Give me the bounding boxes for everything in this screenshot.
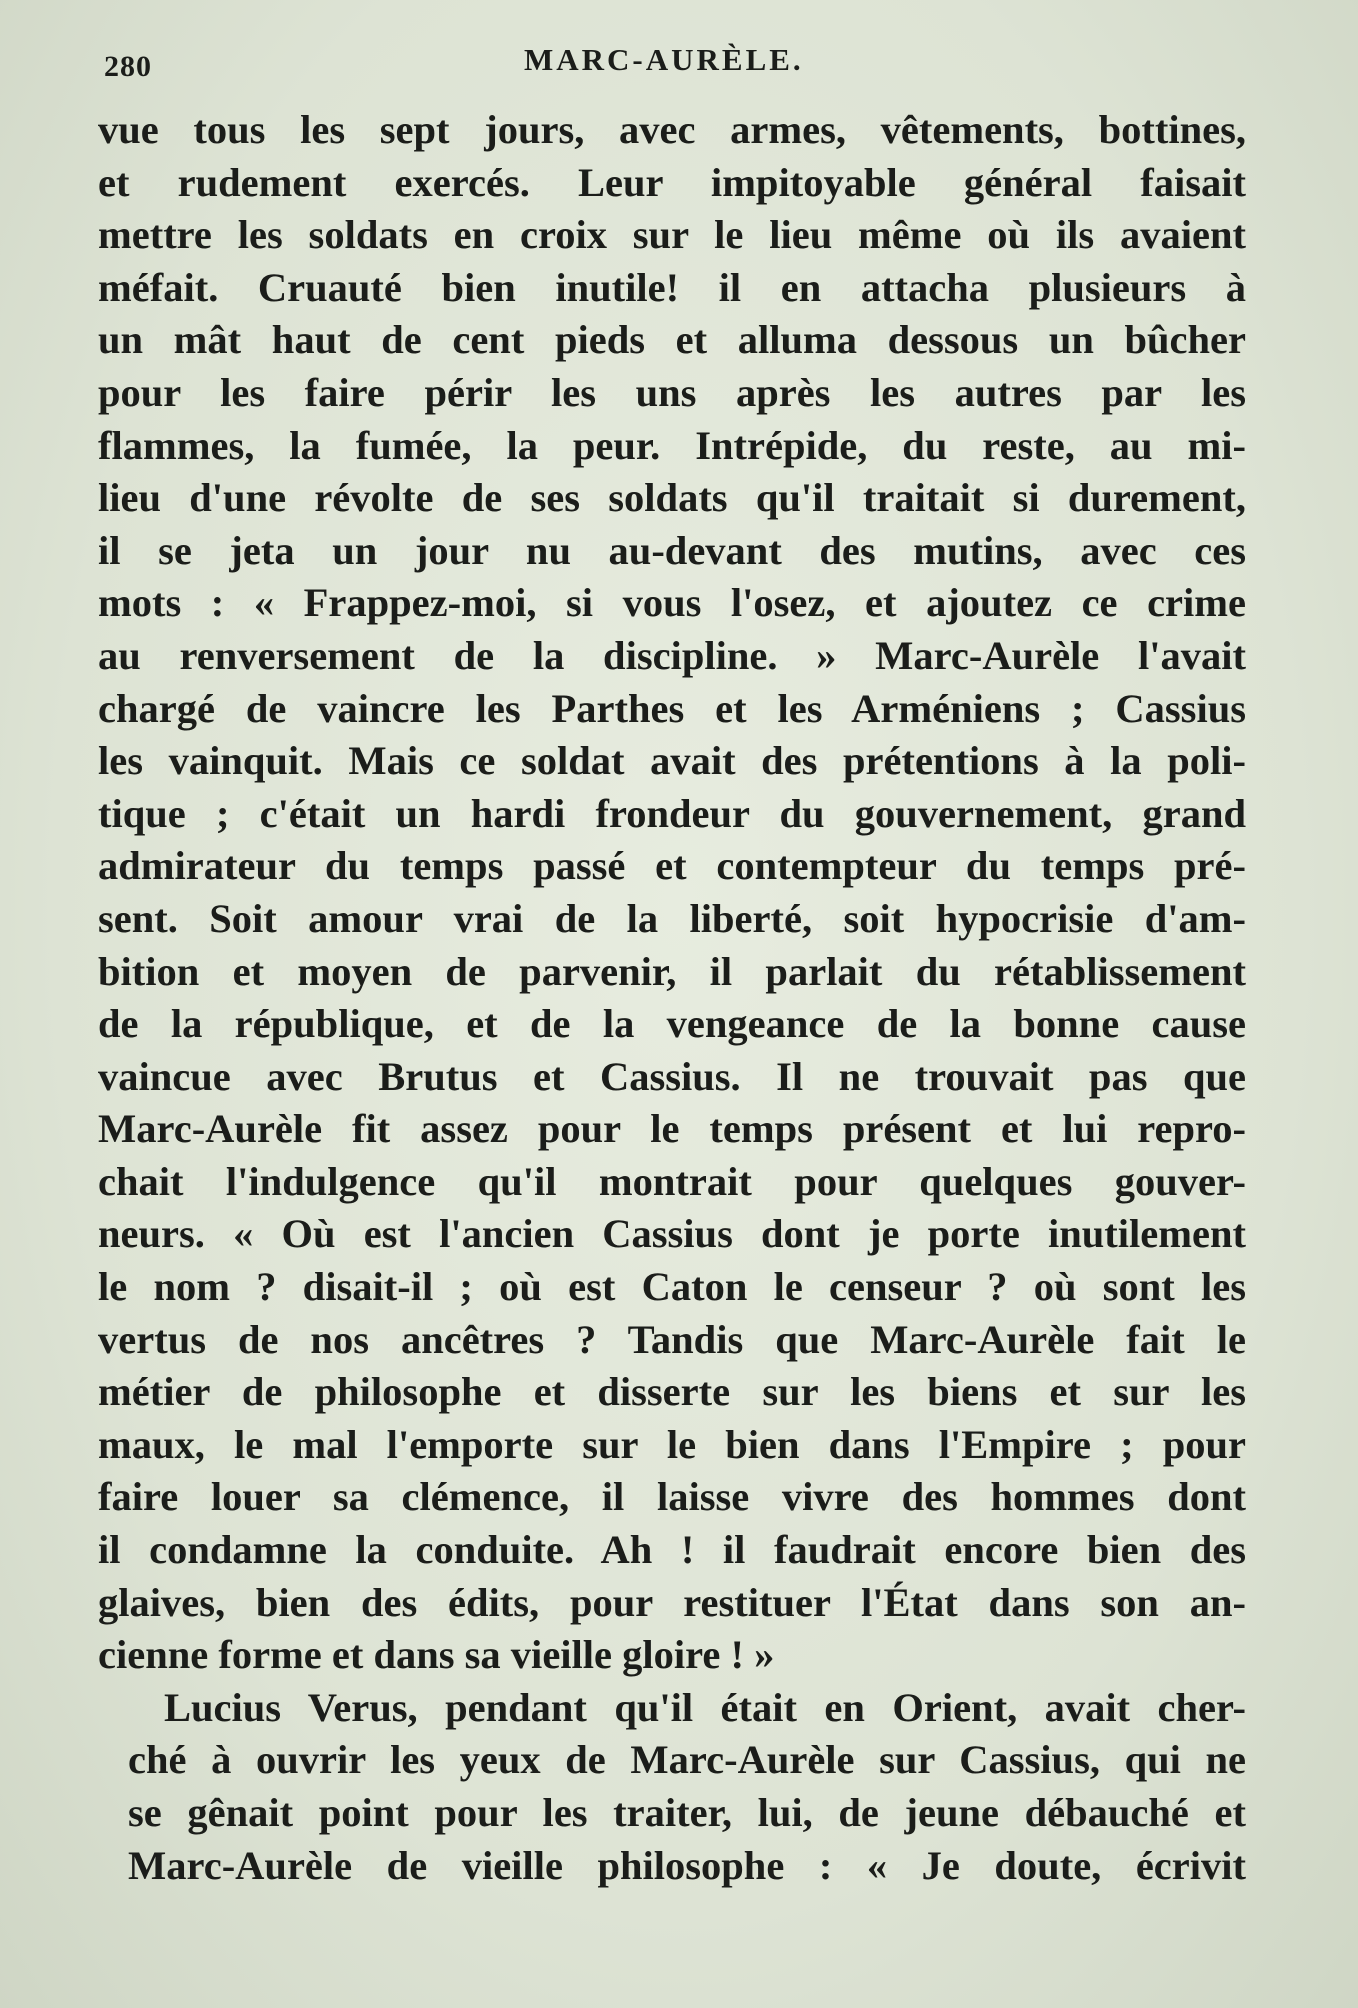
text-line: Lucius Verus, pendant qu'il était en Orient, avait cher- (164, 1684, 1246, 1730)
text-line: flammes, la fumée, la peur. Intrépide, du reste, au mi- (98, 422, 1246, 468)
text-line: se gênait point pour les traiter, lui, de jeune débauché et (128, 1790, 1246, 1835)
running-title: MARC-AURÈLE. (524, 42, 804, 77)
page-number: 280 (104, 50, 152, 83)
text-line: ché à ouvrir les yeux de Marc-Aurèle sur Cassius, qui ne (128, 1737, 1246, 1783)
text-line: neurs. « Où est l'ancien Cassius dont je porte inutilement (98, 1211, 1246, 1257)
text-line: Marc-Aurèle de vieille philosophe : « Je doute, écrivit (128, 1842, 1246, 1888)
text-line: vaincue avec Brutus et Cassius. Il ne trouvait pas que (98, 1053, 1246, 1099)
text-line: admirateur du temps passé et contempteur du temps pré- (98, 843, 1246, 889)
text-line: chait l'indulgence qu'il montrait pour quelques gouver- (98, 1158, 1246, 1204)
text-line: vue tous les sept jours, avec armes, vêtements, bottines, (98, 107, 1246, 152)
text-line: sent. Soit amour vrai de la liberté, soit hypocrisie d'am- (98, 895, 1246, 941)
text-line: de la république, et de la vengeance de la bonne cause (98, 1001, 1246, 1047)
text-line: méfait. Cruauté bien inutile! il en attacha plusieurs à (98, 264, 1246, 310)
page-header (104, 40, 1244, 92)
text-line: mettre les soldats en croix sur le lieu même où ils avaient (98, 212, 1246, 258)
text-line: pour les faire périr les uns après les autres par les (98, 369, 1246, 415)
text-line: Marc-Aurèle fit assez pour le temps présent et lui repro- (98, 1106, 1246, 1152)
text-line: le nom ? disait-il ; où est Caton le censeur ? où sont les (98, 1264, 1246, 1310)
text-line: métier de philosophe et disserte sur les biens et sur les (98, 1369, 1246, 1415)
text-line: un mât haut de cent pieds et alluma dessous un bûcher (98, 317, 1246, 363)
text-line: cienne forme et dans sa vieille gloire ! » (98, 1632, 775, 1678)
text-line: et rudement exercés. Leur impitoyable général faisait (98, 159, 1246, 205)
text-line: maux, le mal l'emporte sur le bien dans l'Empire ; pour (98, 1421, 1246, 1467)
text-line: les vainquit. Mais ce soldat avait des prétentions à la poli- (98, 738, 1246, 784)
text-line: mots : « Frappez-moi, si vous l'osez, et ajoutez ce crime (98, 580, 1246, 626)
text-line: vertus de nos ancêtres ? Tandis que Marc-Aurèle fait le (98, 1316, 1246, 1362)
text-line: glaives, bien des édits, pour restituer l'État dans son an- (98, 1579, 1246, 1625)
text-line: chargé de vaincre les Parthes et les Arméniens ; Cassius (98, 685, 1246, 731)
text-line: faire louer sa clémence, il laisse vivre des hommes dont (98, 1474, 1246, 1520)
text-line: lieu d'une révolte de ses soldats qu'il traitait si durement, (98, 475, 1246, 521)
text-line: il condamne la conduite. Ah ! il faudrait encore bien des (98, 1527, 1246, 1573)
text-line: au renversement de la discipline. » Marc-Aurèle l'avait (98, 632, 1246, 678)
body-text (98, 104, 1246, 1888)
text-line: bition et moyen de parvenir, il parlait du rétablissement (98, 948, 1246, 994)
text-line: il se jeta un jour nu au-devant des mutins, avec ces (98, 527, 1246, 573)
text-line: tique ; c'était un hardi frondeur du gouvernement, grand (98, 790, 1246, 836)
